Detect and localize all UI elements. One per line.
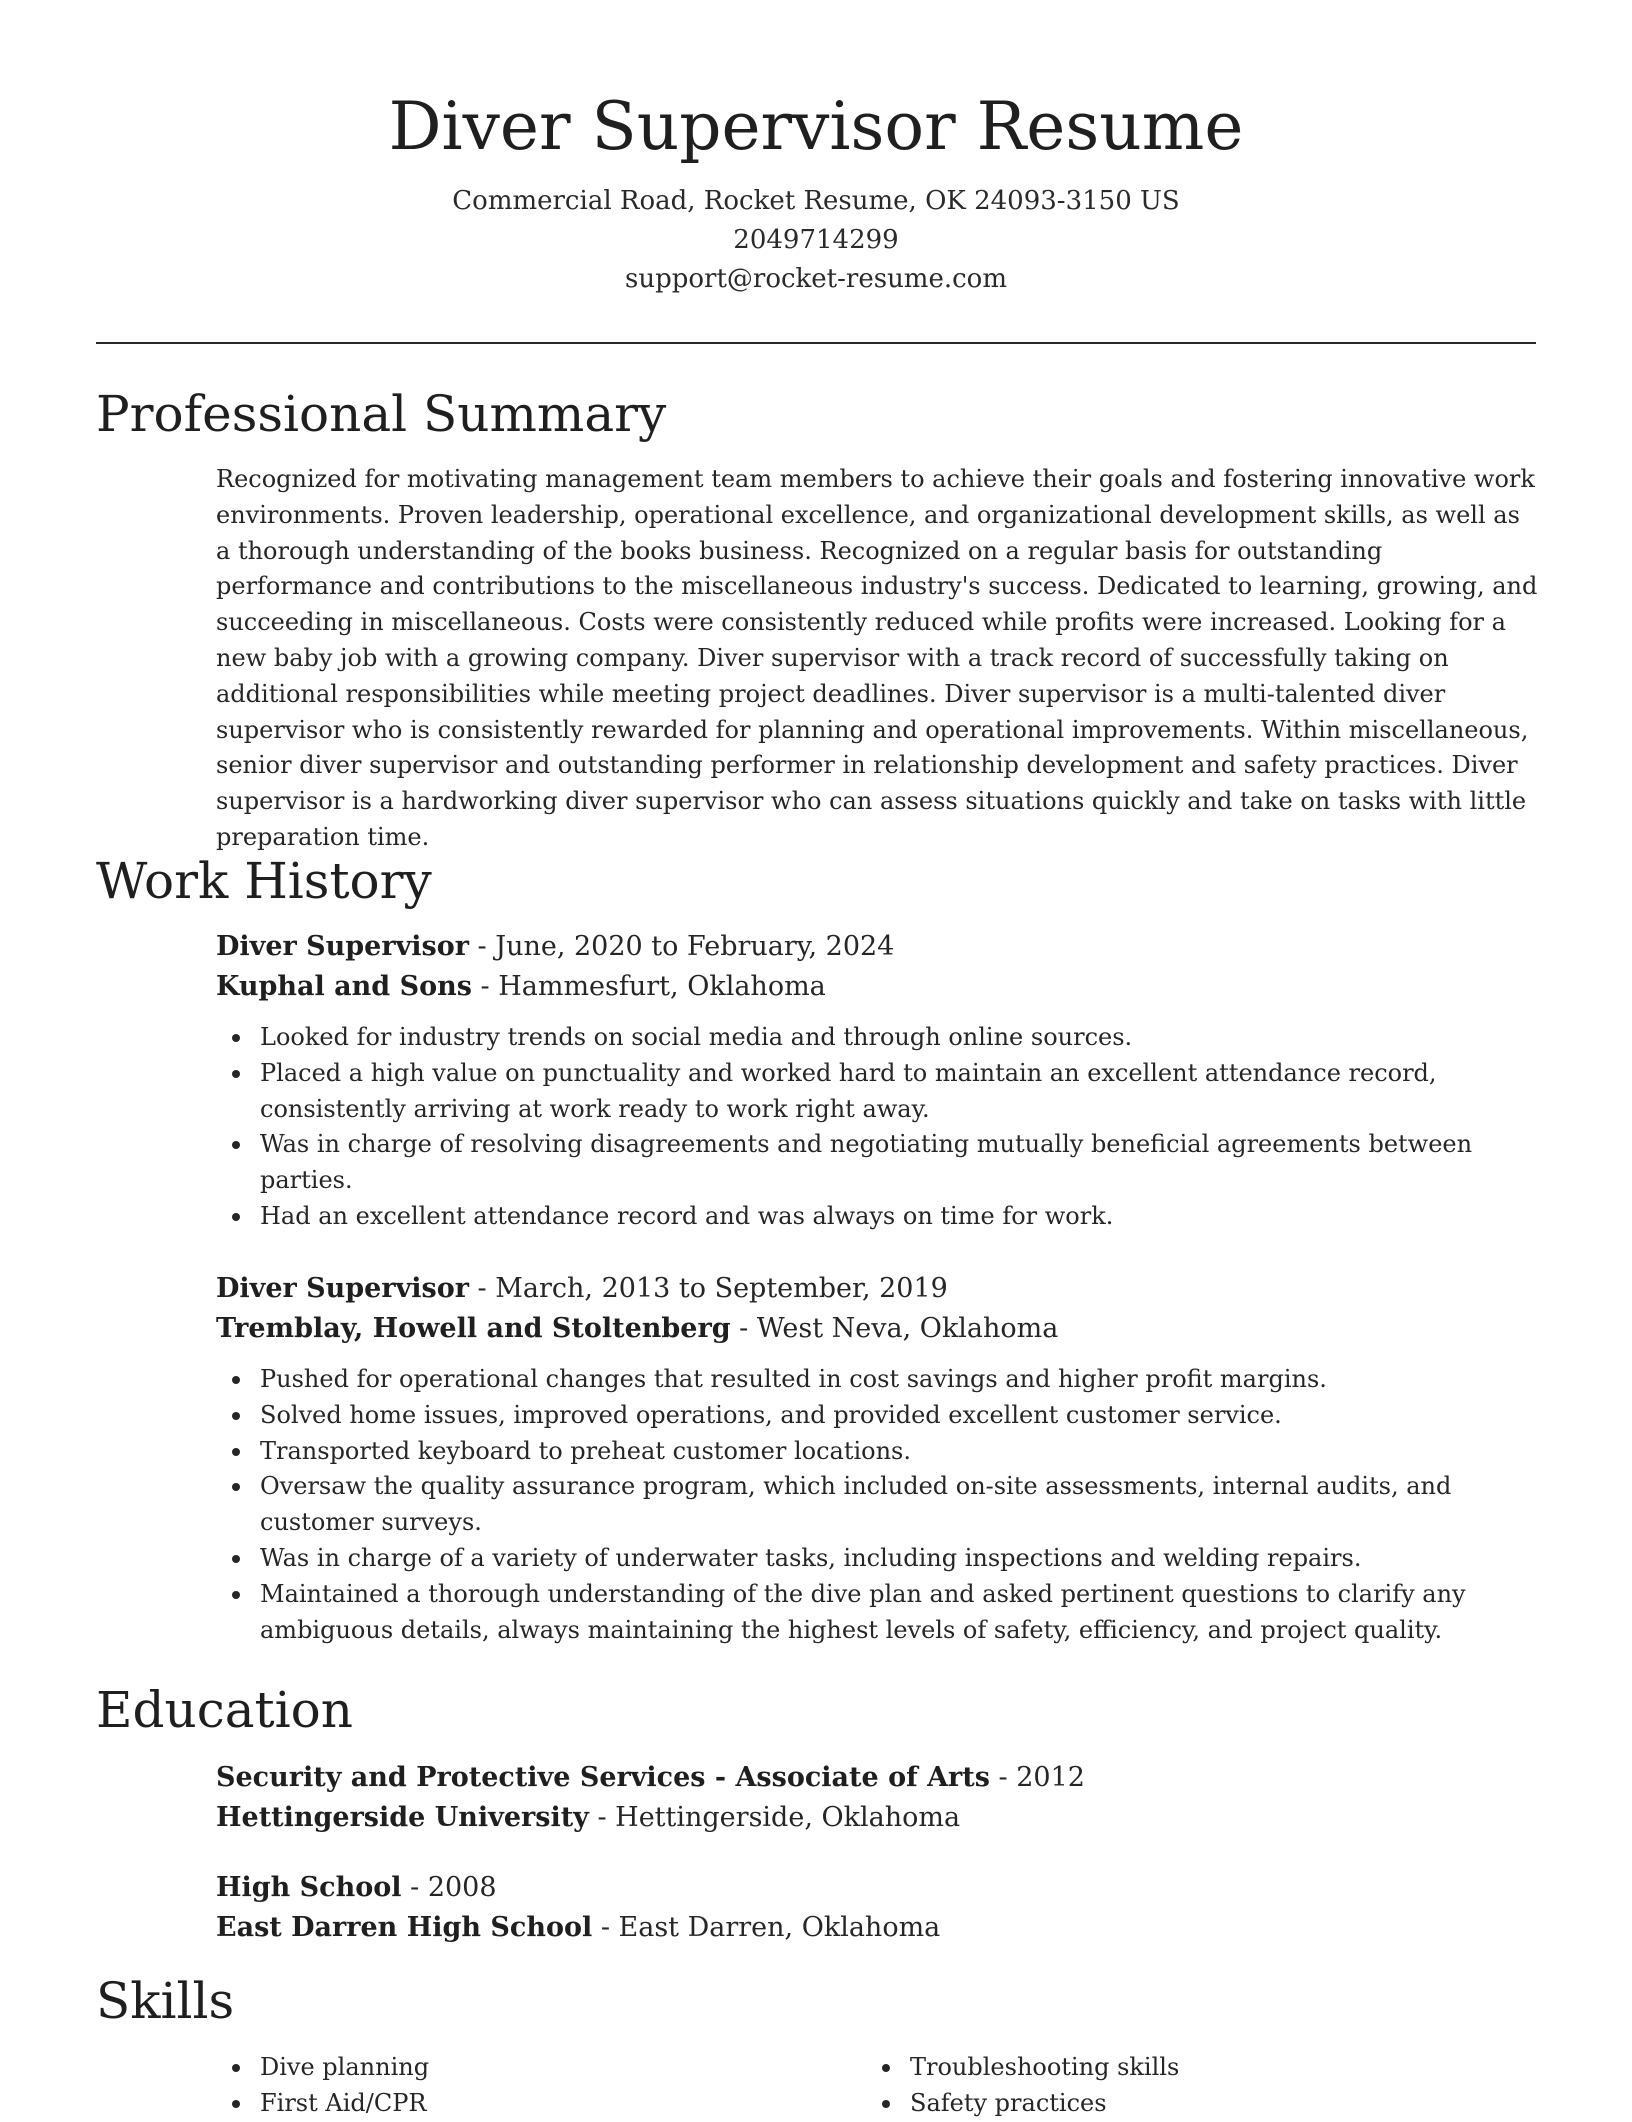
job-dates: - March, 2013 to September, 2019 [468, 1273, 948, 1304]
education-year: - 2008 [401, 1872, 497, 1903]
resume-title: Diver Supervisor Resume [388, 88, 1244, 165]
job-company-line [216, 967, 1538, 1007]
education-year: - 2012 [989, 1762, 1085, 1793]
job-entry [216, 1269, 1538, 1648]
education-degree: Security and Protective Services - Associate of Arts [216, 1762, 990, 1793]
skills-right-column [866, 2050, 1466, 2122]
list-item: Pushed for operational changes that resulted in cost savings and higher profit margins. [260, 1362, 1538, 1398]
list-item: First Aid/CPR [260, 2086, 816, 2122]
contact-address: Commercial Road, Rocket Resume, OK 24093-3150 US [452, 186, 1180, 216]
job-title-line [216, 927, 1538, 967]
education-school: Hettingerside University [216, 1802, 589, 1833]
job-company-line [216, 1309, 1538, 1349]
education-entry [216, 1758, 1538, 1838]
job-title: Diver Supervisor [216, 931, 469, 962]
education-entry [216, 1868, 1538, 1948]
contact-phone: 2049714299 [733, 225, 899, 255]
resume-header [0, 82, 1632, 299]
job-title-line [216, 1269, 1538, 1309]
job-dates: - June, 2020 to February, 2024 [468, 931, 895, 962]
contact-email: support@rocket-resume.com [624, 264, 1007, 294]
skills-list [866, 2050, 1466, 2122]
list-item: Was in charge of a variety of underwater tasks, including inspections and welding repairs. [260, 1541, 1538, 1577]
list-item: Looked for industry trends on social media and through online sources. [260, 1020, 1538, 1056]
job-location: - West Neva, Oklahoma [730, 1313, 1059, 1344]
job-title: Diver Supervisor [216, 1273, 469, 1304]
education-location: - Hettingerside, Oklahoma [588, 1802, 961, 1833]
job-company: Kuphal and Sons [216, 971, 472, 1002]
education-degree-line [216, 1758, 1538, 1798]
list-item: Was in charge of resolving disagreements and negotiating mutually beneficial agreements between parties. [260, 1127, 1538, 1199]
job-bullets [216, 1362, 1538, 1648]
list-item: Oversaw the quality assurance program, which included on-site assessments, internal audits, and customer surveys. [260, 1469, 1538, 1541]
job-entry [216, 927, 1538, 1235]
job-bullets [216, 1020, 1538, 1235]
education-degree-line [216, 1868, 1538, 1908]
list-item: Safety practices [910, 2086, 1466, 2122]
education-location: - East Darren, Oklahoma [592, 1912, 941, 1943]
list-item: Troubleshooting skills [910, 2050, 1466, 2086]
education-heading: Education [96, 1681, 353, 1739]
work-history-heading: Work History [96, 852, 432, 910]
skills-list [216, 2050, 816, 2122]
education-school-line [216, 1908, 1538, 1948]
skills-heading: Skills [96, 1972, 235, 2030]
list-item: Transported keyboard to preheat customer locations. [260, 1434, 1538, 1470]
job-company: Tremblay, Howell and Stoltenberg [216, 1313, 731, 1344]
list-item: Dive planning [260, 2050, 816, 2086]
header-divider [96, 342, 1536, 344]
list-item: Maintained a thorough understanding of the dive plan and asked pertinent questions to clarify any ambiguous details, always maintaining the highest levels of safety, efficiency, and project quality. [260, 1577, 1538, 1649]
job-location: - Hammesfurt, Oklahoma [471, 971, 826, 1002]
education-school-line [216, 1798, 1538, 1838]
summary-text: Recognized for motivating management team members to achieve their goals and fostering innovative work environments. Proven leadership, operational excellence, and organizational development skills, as well as a thorough understanding of the books business. Recognized on a regular basis for outstanding performance and contributions to the miscellaneous industry's success. Dedicated to learning, growing, and succeeding in miscellaneous. Costs were consistently reduced while profits were increased. Looking for a new baby job with a growing company. Diver supervisor with a track record of successfully taking on additional responsibilities while meeting project deadlines. Diver supervisor is a multi-talented diver supervisor who is consistently rewarded for planning and operational improvements. Within miscellaneous, senior diver supervisor and outstanding performer in relationship development and safety practices. Diver supervisor is a hardworking diver supervisor who can assess situations quickly and take on tasks with little preparation time. [216, 465, 1538, 851]
list-item: Had an excellent attendance record and was always on time for work. [260, 1199, 1538, 1235]
summary-heading: Professional Summary [96, 385, 667, 443]
skills-left-column [216, 2050, 816, 2122]
list-item: Solved home issues, improved operations, and provided excellent customer service. [260, 1398, 1538, 1434]
list-item: Placed a high value on punctuality and worked hard to maintain an excellent attendance record, consistently arriving at work ready to work right away. [260, 1056, 1538, 1128]
education-degree: High School [216, 1872, 402, 1903]
education-school: East Darren High School [216, 1912, 593, 1943]
